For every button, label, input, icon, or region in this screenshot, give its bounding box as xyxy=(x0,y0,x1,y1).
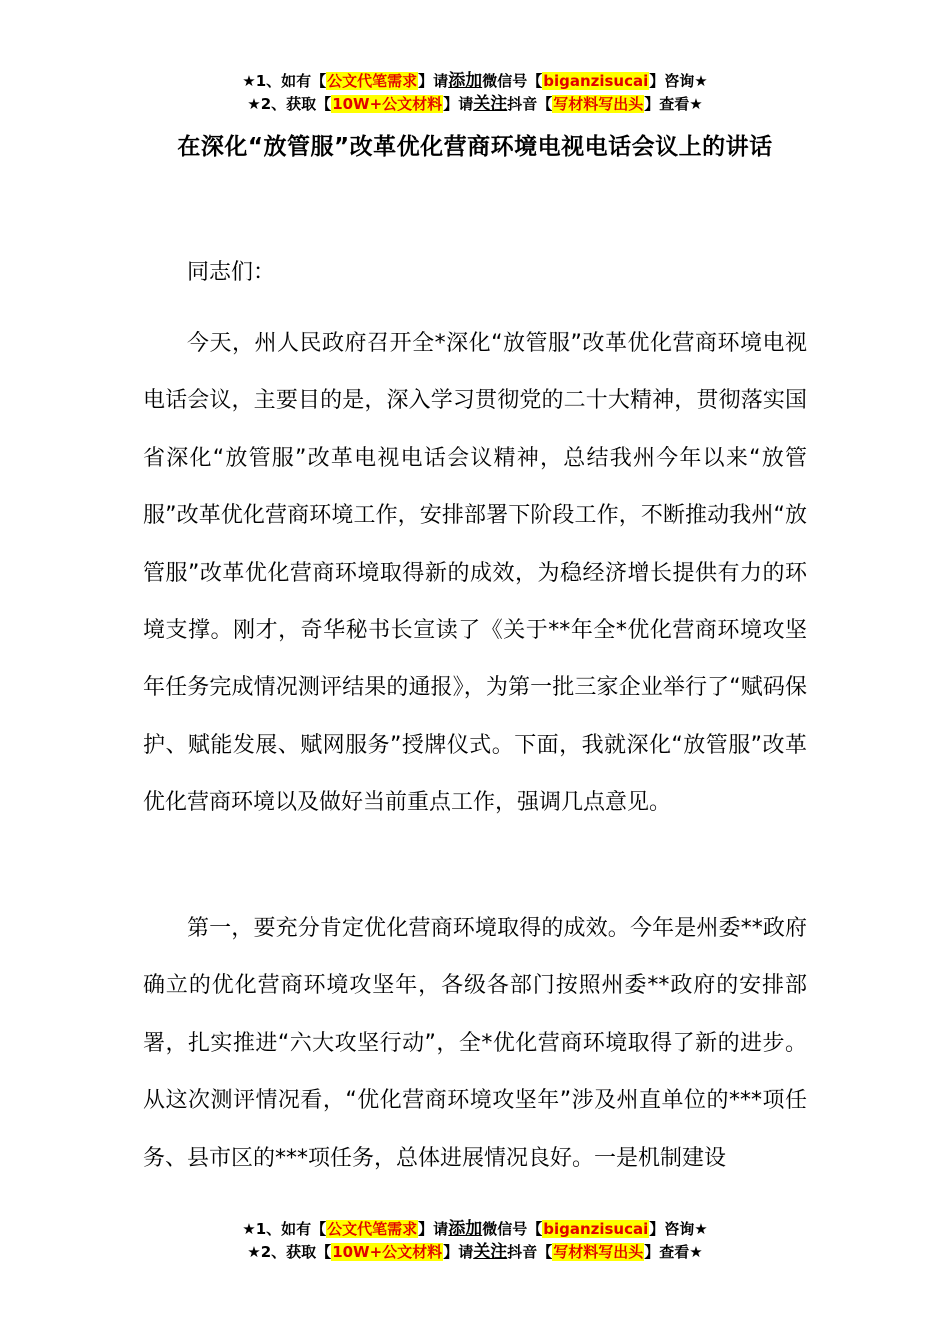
banner-line1-highlight-service: 公文代笔需求 xyxy=(327,72,418,90)
banner-line2-highlight-materials: 10W+公文材料 xyxy=(332,95,443,113)
paragraph-2: 第一，要充分肯定优化营商环境取得的成效。今年是州委**政府确立的优化营商环境攻坚年，各级各部门按照州委**政府的安排部署，扎实推进“六大攻坚行动”，全*优化营商环境取得了新的进步。从这次测评情况看，“优化营商环境攻坚年”涉及州直单位的***项任务、县市区的***项任务，总体进展情况良好。一是机制建设 xyxy=(143,916,807,1171)
footer-line1-highlight-service: 公文代笔需求 xyxy=(327,1220,418,1238)
footer-line1-prefix: ★1、如有【 xyxy=(242,1220,327,1238)
footer-line2-prefix: ★2、获取【 xyxy=(247,1243,332,1261)
banner-line-2 xyxy=(0,93,950,116)
banner-line1-mid2: 微信号【 xyxy=(482,72,543,90)
banner-line2-emphasis: 关注 xyxy=(473,94,508,114)
banner-line1-emphasis: 添加 xyxy=(448,71,483,91)
document-title: 在深化“放管服”改革优化营商环境电视电话会议上的讲话 xyxy=(177,134,773,160)
banner-line2-highlight-douyin: 写材料写出头 xyxy=(553,95,644,113)
banner-line1-mid: 】请 xyxy=(418,72,449,90)
bottom-banner xyxy=(0,1218,950,1264)
footer-line1-suffix: 】咨询★ xyxy=(649,1220,708,1238)
footer-line1-mid: 】请 xyxy=(418,1220,449,1238)
footer-banner-line-1 xyxy=(0,1218,950,1241)
footer-line2-highlight-douyin: 写材料写出头 xyxy=(553,1243,644,1261)
banner-line2-prefix: ★2、获取【 xyxy=(247,95,332,113)
banner-line2-mid: 】请 xyxy=(443,95,474,113)
footer-line1-emphasis: 添加 xyxy=(448,1219,483,1239)
banner-line1-suffix: 】咨询★ xyxy=(649,72,708,90)
footer-line1-mid2: 微信号【 xyxy=(482,1220,543,1238)
banner-line1-highlight-wechat: biganzisucai xyxy=(543,72,649,90)
footer-line2-emphasis: 关注 xyxy=(473,1242,508,1262)
banner-line2-mid2: 抖音【 xyxy=(507,95,553,113)
footer-line2-mid2: 抖音【 xyxy=(507,1243,553,1261)
footer-line2-suffix: 】查看★ xyxy=(644,1243,703,1261)
footer-line1-highlight-wechat: biganzisucai xyxy=(543,1220,649,1238)
footer-banner-line-2 xyxy=(0,1241,950,1264)
paragraph-1: 今天，州人民政府召开全*深化“放管服”改革优化营商环境电视电话会议，主要目的是，深入学习贯彻党的二十大精神，贯彻落实国省深化“放管服”改革电视电话会议精神，总结我州今年以来“放管服”改革优化营商环境工作，安排部署下阶段工作，不断推动我州“放管服”改革优化营商环境取得新的成效，为稳经济增长提供有力的环境支撑。刚才，奇华秘书长宣读了《关于**年全*优化营商环境攻坚年任务完成情况测评结果的通报》，为第一批三家企业举行了“赋码保护、赋能发展、赋网服务”授牌仪式。下面，我就深化“放管服”改革优化营商环境以及做好当前重点工作，强调几点意见。 xyxy=(143,331,808,816)
banner-line1-prefix: ★1、如有【 xyxy=(242,72,327,90)
footer-line2-highlight-materials: 10W+公文材料 xyxy=(332,1243,443,1261)
banner-line-1 xyxy=(0,70,950,93)
banner-line2-suffix: 】查看★ xyxy=(644,95,703,113)
greeting: 同志们： xyxy=(187,260,276,285)
top-banner xyxy=(0,70,950,116)
footer-line2-mid: 】请 xyxy=(443,1243,474,1261)
